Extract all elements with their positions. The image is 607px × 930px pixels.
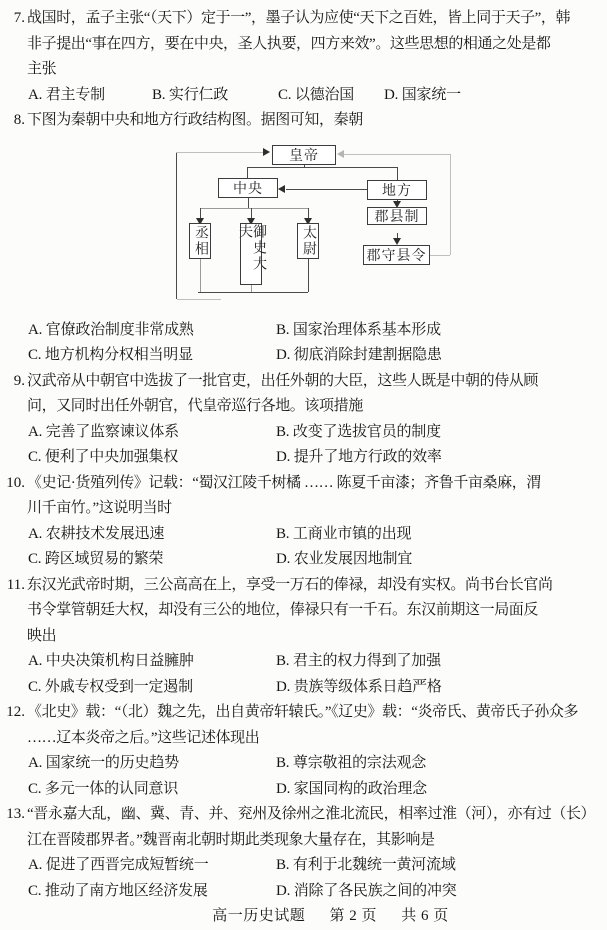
question-text: 东汉光武帝时期，三公高高在上，享受一万石的俸禄，却没有实权。尚书台长官尚 — [27, 576, 553, 593]
question-line — [0, 108, 607, 134]
question-number: 9. — [13, 372, 25, 389]
question-line: 问，又同时出任外朝官，代皇帝巡行各地。该项措施 — [27, 398, 363, 414]
question-number: 8. — [13, 112, 25, 128]
footer-page-number: 第 2 页 — [329, 908, 377, 924]
question-line: 主张 — [27, 61, 57, 77]
option-d: D. 贵族等级体系日趋严格 — [276, 678, 442, 695]
options-row — [0, 547, 607, 573]
node-label: 中央 — [233, 181, 263, 197]
question-text: 《北史》载：“（北）魏之先，出自黄帝轩辕氏。”《辽史》载：“炎帝氏、黄帝氏子孙众多 — [27, 704, 579, 720]
question-line: 非子提出“事在四方，要在中央，圣人执要，四方来效”。这些思想的相通之处是都 — [27, 35, 551, 52]
question-line: ……辽本炎帝之后。”这些记述体现出 — [27, 729, 260, 746]
connector-line — [308, 208, 309, 218]
connector-line — [177, 299, 221, 300]
question-line — [0, 700, 607, 726]
options-row — [0, 83, 607, 109]
diagram-node-grand-commandant — [297, 223, 319, 259]
option-c: C. 推动了南方地区经济发展 — [28, 882, 208, 899]
connector-line — [450, 154, 451, 255]
diagram-node-local — [367, 180, 427, 200]
question-number: 12. — [6, 704, 25, 720]
node-label: 地方 — [382, 183, 412, 199]
options-row — [0, 777, 607, 803]
question-text: 《史记·货殖列传》记载：“蜀汉江陵千树橘 …… 陈夏千亩漆；齐鲁千亩桑麻，渭 — [27, 474, 541, 491]
node-label: 御史大夫 — [237, 223, 266, 272]
option-b: B. 国家治理体系基本形成 — [276, 321, 441, 338]
option-b: B. 工商业市镇的出现 — [276, 525, 412, 542]
question-number: 13. — [6, 806, 25, 822]
question-text: 汉武帝从中朝官中选拔了一批官吏，出任外朝的大臣，这些人既是中朝的侍从顾 — [27, 372, 539, 389]
option-d: D. 农业发展因地制宜 — [276, 551, 413, 567]
option-c: C. 以德治国 — [278, 86, 355, 103]
question-text: “晋永嘉大乱，幽、冀、青、并、兖州及徐州之淮北流民，相率过淮（河），亦有过（长） — [27, 806, 596, 822]
option-c: C. 地方机构分权相当明显 — [28, 347, 193, 363]
connector-line — [308, 259, 309, 292]
node-label: 郡守县令 — [366, 248, 427, 264]
options-row — [0, 853, 607, 879]
question-number: 10. — [6, 474, 25, 491]
arrowhead-down — [393, 238, 401, 245]
option-b: B. 实行仁政 — [152, 86, 229, 103]
connector-line — [248, 198, 249, 208]
options-row — [0, 420, 607, 446]
question-text: 下图为秦朝中央和地方行政结构图。据图可知，秦朝 — [27, 112, 363, 128]
node-label: 皇帝 — [289, 148, 319, 164]
question-line — [0, 573, 607, 599]
connector-line — [198, 292, 308, 293]
question-line — [0, 369, 607, 395]
option-c: C. 多元一体的认同意识 — [28, 780, 179, 797]
options-row — [0, 879, 607, 905]
diagram-node-emperor — [272, 145, 336, 165]
connector-line — [176, 152, 264, 153]
option-d: D. 彻底消除封建割据隐患 — [276, 347, 442, 363]
connector-line — [251, 208, 252, 218]
option-a: A. 国家统一的历史趋势 — [28, 755, 179, 771]
option-c: C. 便利了中央加强集权 — [28, 449, 179, 465]
option-a: A. 官僚政治制度非常成熟 — [28, 321, 194, 338]
footer-exam-title: 高一历史试题 — [212, 908, 306, 924]
options-row — [0, 675, 607, 701]
question-line: 川千亩竹。”这说明当时 — [27, 500, 172, 516]
option-a: A. 君主专制 — [28, 86, 105, 103]
option-a: A. 促进了西晋完成短暂统一 — [28, 857, 209, 873]
connector-line — [247, 167, 248, 178]
footer-total-pages: 共 6 页 — [401, 908, 449, 924]
question-line — [0, 802, 607, 828]
connector-line — [200, 259, 201, 292]
connector-line — [430, 255, 450, 256]
option-b: B. 尊宗敬祖的宗法观念 — [276, 755, 427, 771]
connector-line — [397, 167, 398, 180]
option-d: D. 提升了地方行政的效率 — [276, 449, 442, 465]
option-c: C. 跨区域贸易的繁荣 — [28, 551, 164, 567]
option-b: B. 有利于北魏统一黄河流域 — [276, 857, 456, 873]
options-row — [0, 445, 607, 471]
node-label: 郡县制 — [374, 209, 420, 225]
arrowhead-left — [337, 150, 344, 158]
connector-line — [247, 167, 398, 168]
options-row — [0, 751, 607, 777]
options-row — [0, 318, 607, 344]
question-line — [0, 471, 607, 497]
page-footer — [0, 904, 607, 930]
connector-line — [344, 154, 450, 155]
diagram-node-censor-in-chief — [237, 223, 266, 285]
question-number: 7. — [13, 10, 25, 26]
question-number: 11. — [6, 576, 25, 593]
option-d: D. 国家统一 — [384, 86, 461, 103]
connector-line — [200, 208, 308, 209]
option-b: B. 君主的权力得到了加强 — [276, 653, 441, 669]
question-line: 映出 — [27, 627, 57, 644]
question-text: 战国时，孟子主张“（天下）定于一”，墨子认为应使“天下之百姓，皆上同于天子”，韩 — [27, 10, 571, 26]
node-label: 丞相 — [193, 224, 208, 257]
diagram-node-prefect-and-magistrate — [363, 245, 430, 265]
arrowhead-right — [263, 148, 270, 156]
options-row — [0, 522, 607, 548]
option-a: A. 中央决策机构日益臃肿 — [28, 653, 194, 669]
options-row — [0, 649, 607, 675]
connector-line — [176, 152, 177, 299]
option-d: D. 家国同构的政治理念 — [276, 780, 427, 797]
arrowhead-left — [278, 185, 285, 193]
option-b: B. 改变了选拔官员的制度 — [276, 423, 441, 440]
node-label: 太尉 — [301, 224, 316, 257]
option-d: D. 消除了各民族之间的冲突 — [276, 882, 457, 899]
question-line — [0, 6, 607, 32]
diagram-node-prefecture-county-system — [367, 207, 427, 225]
diagram-node-central — [218, 178, 278, 198]
option-a: A. 农耕技术发展迅速 — [28, 525, 165, 542]
diagram-node-chancellor — [189, 223, 211, 259]
connector-line — [286, 189, 367, 190]
qin-admin-structure-diagram — [0, 134, 607, 318]
connector-line — [251, 285, 252, 292]
option-c: C. 外戚专权受到一定遏制 — [28, 678, 193, 695]
connector-line — [200, 208, 201, 218]
question-line: 书令掌管朝廷大权，却没有三公的地位，俸禄只有一千石。东汉前期这一局面反 — [27, 602, 539, 618]
options-row — [0, 343, 607, 369]
question-line: 江在晋陵郡界者。”魏晋南北朝时期此类现象大量存在，其影响是 — [27, 831, 435, 848]
option-a: A. 完善了监察谏议体系 — [28, 423, 179, 440]
